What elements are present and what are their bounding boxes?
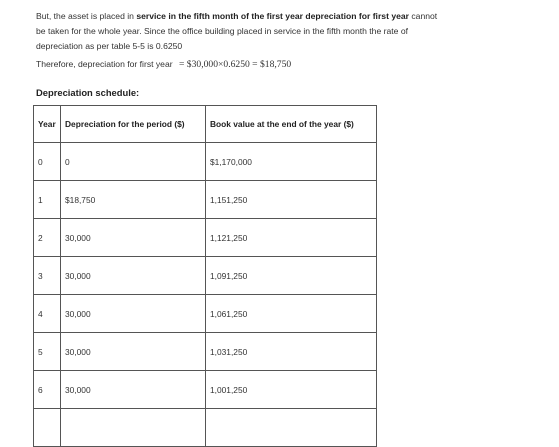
paragraph-text-2: cannot be taken for the whole year. Since the office building placed in service in the fifth month the rate of depreciation as per table 5-5 is 0.6250	[36, 11, 438, 51]
table-row	[34, 219, 377, 257]
table-row	[34, 295, 377, 333]
cell-year: 1	[34, 181, 61, 219]
depreciation-schedule-table	[33, 105, 377, 447]
table-header-row	[34, 106, 377, 143]
cell-depreciation	[61, 409, 206, 447]
cell-year	[34, 409, 61, 447]
cell-book-value: 1,121,250	[206, 219, 377, 257]
cell-book-value: 1,061,250	[206, 295, 377, 333]
cell-book-value: 1,001,250	[206, 371, 377, 409]
cell-depreciation: 0	[61, 143, 206, 181]
cell-depreciation: 30,000	[61, 219, 206, 257]
cell-depreciation: 30,000	[61, 333, 206, 371]
formula-expression: = $30,000×0.6250 = $18,750	[179, 59, 292, 70]
table-row	[34, 143, 377, 181]
table-row	[34, 257, 377, 295]
column-header-depreciation: Depreciation for the period ($)	[61, 106, 206, 143]
cell-year: 5	[34, 333, 61, 371]
cell-depreciation: $18,750	[61, 181, 206, 219]
cell-book-value: 1,151,250	[206, 181, 377, 219]
schedule-title: Depreciation schedule:	[36, 87, 140, 98]
clipped-previous-line	[36, 0, 296, 2]
table-row-clipped	[34, 409, 377, 447]
first-year-depreciation-line	[36, 58, 291, 71]
cell-year: 4	[34, 295, 61, 333]
column-header-year: Year	[34, 106, 61, 143]
cell-depreciation: 30,000	[61, 371, 206, 409]
cell-book-value: 1,091,250	[206, 257, 377, 295]
table-row	[34, 333, 377, 371]
cell-depreciation: 30,000	[61, 295, 206, 333]
column-header-book-value: Book value at the end of the year ($)	[206, 106, 377, 143]
cell-depreciation: 30,000	[61, 257, 206, 295]
cell-book-value: $1,170,000	[206, 143, 377, 181]
cell-book-value	[206, 409, 377, 447]
paragraph-bold-text: service in the fifth month of the first year depreciation for first year	[136, 11, 409, 21]
cell-year: 6	[34, 371, 61, 409]
paragraph-text-1: But, the asset is placed in	[36, 11, 137, 21]
cell-year: 2	[34, 219, 61, 257]
cell-book-value: 1,031,250	[206, 333, 377, 371]
table-row	[34, 371, 377, 409]
cell-year: 3	[34, 257, 61, 295]
formula-label: Therefore, depreciation for first year	[36, 59, 173, 69]
explanation-paragraph	[36, 9, 446, 53]
cell-year: 0	[34, 143, 61, 181]
table-row	[34, 181, 377, 219]
